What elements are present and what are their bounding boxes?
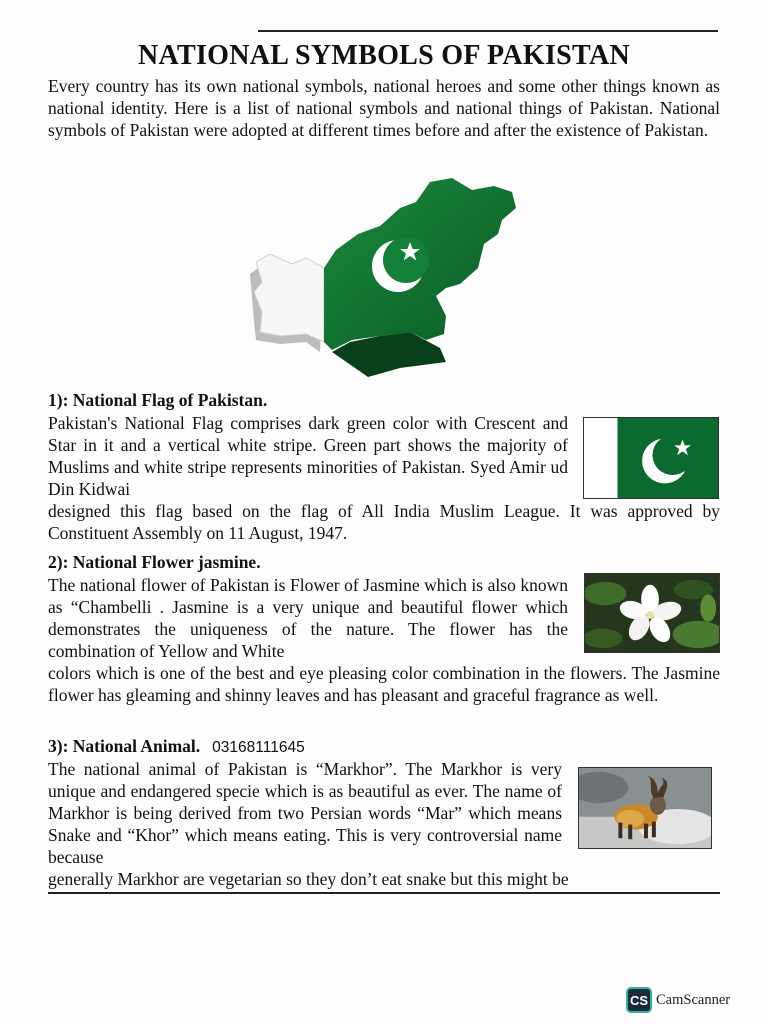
pakistan-flag-icon xyxy=(583,417,719,499)
flag-paragraph-full: designed this flag based on the flag of All India Muslim League. It was approved by Constituent Assembly on 11 August, 1947. xyxy=(48,501,720,543)
section-heading-flower: 2): National Flower jasmine. xyxy=(48,552,261,572)
animal-paragraph-full: generally Markhor are vegetarian so they don’t eat snake but this might be xyxy=(48,869,569,889)
page-title: NATIONAL SYMBOLS OF PAKISTAN xyxy=(138,40,630,71)
section-underline xyxy=(48,892,720,894)
top-rule xyxy=(258,30,718,32)
pakistan-map-flag-icon xyxy=(240,172,530,382)
section-heading-flag: 1): National Flag of Pakistan. xyxy=(48,390,268,410)
phone-number: 03168111645 xyxy=(212,739,305,756)
markhor-image xyxy=(578,767,712,849)
flower-paragraph-wrapped: The national flower of Pakistan is Flower of Jasmine which is also known as “Chambelli . Jasmine is a very unique and beautiful flower which demonstrates the uniqueness of the nature. The flower has the combination of Yellow and White xyxy=(48,575,568,661)
animal-heading-text: 3): National Animal. xyxy=(48,736,201,756)
flower-paragraph-full: colors which is one of the best and eye pleasing color combination in the flowers. The Jasmine flower has gleaming and shinny leaves and has pleasant and graceful fragrance as well. xyxy=(48,663,720,705)
camscanner-watermark xyxy=(626,987,730,1013)
section-heading-animal xyxy=(48,736,305,757)
flag-paragraph-wrapped: Pakistan's National Flag comprises dark green color with Crescent and Star in it and a vertical white stripe. Green part shows the majority of Muslims and white stripe represents minorities of Pakistan. Syed Amir ud Din Kidwai xyxy=(48,413,568,499)
jasmine-flower-image xyxy=(584,573,720,653)
intro-paragraph: Every country has its own national symbols, national heroes and some other things known as national identity. Here is a list of national symbols and national things of Pakistan. National symbols of Pakistan were adopted at different times before and after the existence of Pakistan. xyxy=(48,76,720,140)
animal-paragraph-wrapped: The national animal of Pakistan is “Markhor”. The Markhor is very unique and endangered specie which is as beautiful as ever. The name of Markhor is being derived from two Persian words “Mar” which means Snake and “Khor” which means eating. This is very controversial name because xyxy=(48,759,562,867)
camscanner-label: CamScanner xyxy=(656,991,731,1008)
camscanner-logo-icon: CS xyxy=(626,987,652,1013)
